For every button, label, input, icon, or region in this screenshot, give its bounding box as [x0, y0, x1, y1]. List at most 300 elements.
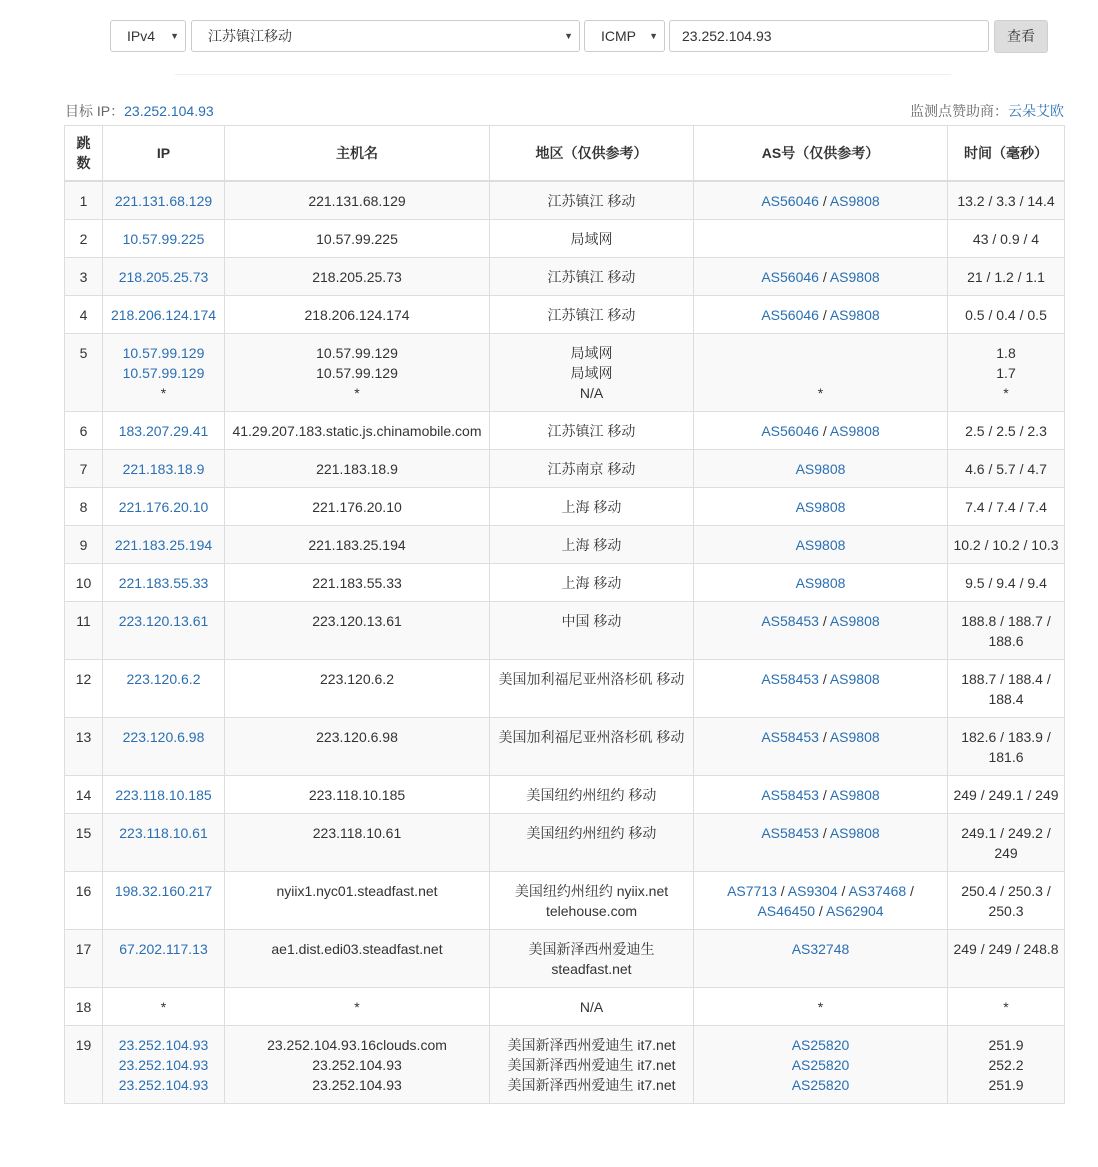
host-text: *: [354, 999, 360, 1015]
asn-link[interactable]: AS7713: [727, 883, 777, 899]
hop-cell: 16: [65, 872, 103, 930]
hop-cell: 7: [65, 450, 103, 488]
asn-link[interactable]: AS56046: [761, 423, 819, 439]
asn-cell: [694, 220, 948, 258]
region-cell: [490, 930, 694, 988]
time-cell: [948, 258, 1065, 296]
col-header-hop: 跳数: [65, 126, 103, 182]
asn-separator: /: [837, 883, 849, 899]
region-text: 美国加利福尼亚州洛杉矶 移动: [498, 729, 685, 745]
asn-cell: [694, 296, 948, 334]
ip-link[interactable]: 221.131.68.129: [114, 193, 213, 209]
query-button[interactable]: 查看: [994, 20, 1048, 53]
asn-link[interactable]: AS25820: [791, 1057, 850, 1073]
host-cell: [225, 872, 490, 930]
hop-cell: 4: [65, 296, 103, 334]
asn-link[interactable]: AS58453: [761, 787, 819, 803]
region-cell: [490, 1026, 694, 1104]
col-header-ip: IP: [103, 126, 225, 182]
time-cell: [948, 412, 1065, 450]
host-text: 221.183.25.194: [308, 537, 406, 553]
asn-link[interactable]: AS9808: [829, 193, 880, 209]
region-text: 上海 移动: [561, 575, 622, 591]
sponsor-info: [910, 101, 1064, 121]
table-row: [65, 1026, 1065, 1104]
hop-cell: 15: [65, 814, 103, 872]
time-cell: [948, 296, 1065, 334]
asn-cell: [694, 450, 948, 488]
host-cell: [225, 564, 490, 602]
host-cell: [225, 526, 490, 564]
time-text: 249 / 249 / 248.8: [953, 941, 1059, 957]
ip-link[interactable]: 183.207.29.41: [118, 423, 209, 439]
asn-link[interactable]: AS9808: [829, 787, 880, 803]
hop-cell: 2: [65, 220, 103, 258]
asn-line: [698, 573, 943, 593]
ip-link[interactable]: 221.183.55.33: [118, 575, 209, 591]
divider: [175, 74, 951, 75]
asn-separator: /: [818, 729, 830, 745]
asn-line: [698, 535, 943, 555]
ip-link[interactable]: 223.120.6.2: [126, 671, 201, 687]
region-cell: [490, 450, 694, 488]
ip-cell: [103, 660, 225, 718]
asn-separator: /: [818, 269, 830, 285]
time-text: 251.9: [988, 1037, 1024, 1053]
asn-line: [698, 881, 943, 921]
traceroute-table: [64, 125, 1065, 1104]
region-cell: [490, 988, 694, 1026]
host-cell: [225, 296, 490, 334]
asn-line: [698, 939, 943, 959]
node-select-value: 江苏镇江移动: [208, 28, 292, 44]
time-cell: [948, 988, 1065, 1026]
host-text: 41.29.207.183.static.js.chinamobile.com: [232, 423, 482, 439]
region-cell: [490, 488, 694, 526]
host-text: 23.252.104.93: [312, 1057, 402, 1073]
hop-cell: 8: [65, 488, 103, 526]
time-cell: [948, 602, 1065, 660]
asn-link[interactable]: AS25820: [791, 1077, 850, 1093]
ip-link[interactable]: 221.183.25.194: [114, 537, 213, 553]
protocol-select[interactable]: [110, 20, 186, 52]
asn-cell: [694, 814, 948, 872]
asn-link[interactable]: AS9808: [829, 825, 880, 841]
ip-link[interactable]: 23.252.104.93: [118, 1057, 209, 1073]
host-cell: [225, 814, 490, 872]
time-cell: [948, 872, 1065, 930]
ip-cell: [103, 258, 225, 296]
region-cell: [490, 334, 694, 412]
asn-cell: [694, 776, 948, 814]
time-cell: [948, 718, 1065, 776]
host-text: 23.252.104.93.16clouds.com: [267, 1037, 447, 1053]
region-cell: [490, 564, 694, 602]
region-text: N/A: [579, 999, 604, 1015]
host-text: *: [354, 385, 360, 401]
asn-line: [698, 497, 943, 517]
asn-line: [698, 997, 943, 1017]
col-header-time: 时间（毫秒）: [948, 126, 1065, 182]
table-row: [65, 872, 1065, 930]
hop-cell: 5: [65, 334, 103, 412]
caret-down-icon: ▼: [170, 31, 179, 41]
target-ip-link[interactable]: 23.252.104.93: [124, 103, 214, 119]
time-text: 9.5 / 9.4 / 9.4: [965, 575, 1047, 591]
region-text: 局域网: [570, 365, 613, 381]
host-text: 10.57.99.225: [316, 231, 398, 247]
asn-link[interactable]: AS9808: [829, 613, 880, 629]
region-cell: [490, 660, 694, 718]
ip-cell: [103, 488, 225, 526]
asn-separator: /: [818, 307, 830, 323]
region-text: 江苏镇江 移动: [547, 193, 636, 209]
region-cell: [490, 776, 694, 814]
asn-line: [698, 669, 943, 689]
region-text: 美国加利福尼亚州洛杉矶 移动: [498, 671, 685, 687]
ip-link[interactable]: 10.57.99.129: [122, 345, 205, 361]
asn-line: [698, 1075, 943, 1095]
ip-cell: [103, 220, 225, 258]
ip-link[interactable]: 23.252.104.93: [118, 1037, 209, 1053]
hop-cell: 11: [65, 602, 103, 660]
ip-link[interactable]: 223.118.10.61: [119, 825, 208, 841]
time-cell: [948, 660, 1065, 718]
region-cell: [490, 258, 694, 296]
asn-separator: /: [818, 787, 830, 803]
sponsor-label: 监测点赞助商：: [910, 103, 1008, 119]
host-cell: [225, 776, 490, 814]
time-cell: [948, 488, 1065, 526]
hop-cell: 6: [65, 412, 103, 450]
node-select[interactable]: [191, 20, 580, 52]
time-text: 2.5 / 2.5 / 2.3: [965, 423, 1047, 439]
asn-line: [698, 611, 943, 631]
asn-link[interactable]: AS9808: [829, 729, 880, 745]
time-text: 249.1 / 249.2 / 249: [961, 825, 1051, 861]
host-text: ae1.dist.edi03.steadfast.net: [271, 941, 443, 957]
asn-link[interactable]: AS37468: [848, 883, 907, 899]
time-text: 10.2 / 10.2 / 10.3: [953, 537, 1059, 553]
region-text: 中国 移动: [561, 613, 622, 629]
asn-separator: /: [818, 193, 830, 209]
ip-link[interactable]: 10.57.99.225: [122, 231, 205, 247]
time-text: 249 / 249.1 / 249: [953, 787, 1059, 803]
asn-cell: [694, 412, 948, 450]
host-cell: [225, 258, 490, 296]
table-row: [65, 181, 1065, 220]
ip-link[interactable]: 198.32.160.217: [114, 883, 213, 899]
asn-link[interactable]: AS46450: [757, 903, 816, 919]
time-cell: [948, 450, 1065, 488]
asn-link[interactable]: AS9808: [829, 307, 880, 323]
time-cell: [948, 776, 1065, 814]
table-header-row: [65, 126, 1065, 182]
time-text: 7.4 / 7.4 / 7.4: [965, 499, 1047, 515]
asn-link[interactable]: AS58453: [761, 671, 819, 687]
ip-link[interactable]: 223.118.10.185: [115, 787, 212, 803]
region-cell: [490, 814, 694, 872]
ip-cell: [103, 412, 225, 450]
asn-line: [698, 305, 943, 325]
host-cell: [225, 450, 490, 488]
host-cell: [225, 412, 490, 450]
asn-link[interactable]: AS9808: [795, 537, 846, 553]
asn-cell: [694, 488, 948, 526]
time-cell: [948, 814, 1065, 872]
asn-line: [698, 823, 943, 843]
host-text: 223.120.6.98: [316, 729, 398, 745]
region-text: 美国纽约州纽约 移动: [526, 825, 657, 841]
ip-link[interactable]: 218.206.124.174: [110, 307, 217, 323]
table-row: [65, 930, 1065, 988]
host-text: 10.57.99.129: [316, 345, 398, 361]
col-header-host: 主机名: [225, 126, 490, 182]
host-text: 223.118.10.61: [312, 825, 402, 841]
table-row: [65, 450, 1065, 488]
ip-cell: [103, 181, 225, 220]
asn-link[interactable]: AS62904: [825, 903, 884, 919]
asn-line: [698, 383, 943, 403]
time-text: 4.6 / 5.7 / 4.7: [965, 461, 1047, 477]
host-text: nyiix1.nyc01.steadfast.net: [276, 883, 438, 899]
region-cell: [490, 296, 694, 334]
ip-cell: [103, 872, 225, 930]
ip-link[interactable]: 23.252.104.93: [118, 1077, 209, 1093]
mode-select-value: ICMP: [601, 28, 636, 44]
asn-line: [698, 785, 943, 805]
host-cell: [225, 602, 490, 660]
hop-cell: 14: [65, 776, 103, 814]
hop-cell: 17: [65, 930, 103, 988]
asn-link[interactable]: AS56046: [761, 307, 819, 323]
time-text: *: [1003, 999, 1009, 1015]
time-text: 188.8 / 188.7 / 188.6: [961, 613, 1051, 649]
asn-link[interactable]: AS58453: [761, 729, 819, 745]
table-row: [65, 220, 1065, 258]
time-text: 0.5 / 0.4 / 0.5: [965, 307, 1047, 323]
asn-cell: [694, 258, 948, 296]
host-cell: [225, 660, 490, 718]
ip-link[interactable]: 10.57.99.129: [122, 365, 205, 381]
col-header-region: 地区（仅供参考）: [490, 126, 694, 182]
hop-cell: 12: [65, 660, 103, 718]
asn-line: [698, 459, 943, 479]
host-text: 221.131.68.129: [308, 193, 406, 209]
host-text: 221.176.20.10: [312, 499, 402, 515]
region-text: 局域网: [570, 345, 613, 361]
host-text: 223.118.10.185: [308, 787, 406, 803]
ip-link[interactable]: 218.205.25.73: [118, 269, 209, 285]
asn-cell: [694, 602, 948, 660]
asn-separator: /: [776, 883, 788, 899]
region-text: 江苏镇江 移动: [547, 269, 636, 285]
asn-link[interactable]: AS9808: [829, 423, 880, 439]
asn-line: [698, 363, 943, 383]
time-text: 13.2 / 3.3 / 14.4: [957, 193, 1055, 209]
asn-line: [698, 1055, 943, 1075]
ip-link[interactable]: 221.176.20.10: [118, 499, 209, 515]
host-cell: [225, 488, 490, 526]
hop-cell: 9: [65, 526, 103, 564]
ip-cell: [103, 718, 225, 776]
time-text: *: [1003, 385, 1009, 401]
ip-cell: [103, 450, 225, 488]
time-cell: [948, 181, 1065, 220]
hop-cell: 10: [65, 564, 103, 602]
region-text: 江苏镇江 移动: [547, 423, 636, 439]
time-cell: [948, 564, 1065, 602]
region-text: 局域网: [570, 231, 613, 247]
hop-cell: 1: [65, 181, 103, 220]
ip-cell: [103, 602, 225, 660]
asn-link[interactable]: AS56046: [761, 269, 819, 285]
table-row: [65, 814, 1065, 872]
asn-link[interactable]: AS9808: [795, 499, 846, 515]
ip-link[interactable]: 67.202.117.13: [119, 941, 208, 957]
region-cell: [490, 526, 694, 564]
table-row: [65, 526, 1065, 564]
region-text: 美国新泽西州爱迪生 it7.net: [507, 1057, 676, 1073]
asn-cell: [694, 564, 948, 602]
asn-separator: /: [815, 903, 826, 919]
host-cell: [225, 220, 490, 258]
table-row: [65, 776, 1065, 814]
ip-link[interactable]: 223.120.13.61: [118, 613, 209, 629]
ip-cell: [103, 334, 225, 412]
ip-cell: [103, 988, 225, 1026]
asn-link[interactable]: AS25820: [791, 1037, 850, 1053]
time-text: 21 / 1.2 / 1.1: [967, 269, 1045, 285]
time-text: 1.7: [996, 365, 1016, 381]
ip-link[interactable]: 223.120.6.98: [122, 729, 205, 745]
asn-cell: [694, 334, 948, 412]
region-cell: [490, 718, 694, 776]
asn-link[interactable]: AS9808: [829, 269, 880, 285]
asn-link[interactable]: AS58453: [761, 613, 819, 629]
host-cell: [225, 988, 490, 1026]
region-cell: [490, 412, 694, 450]
asn-link[interactable]: AS9808: [795, 461, 846, 477]
region-text: 上海 移动: [561, 537, 622, 553]
host-text: 23.252.104.93: [312, 1077, 402, 1093]
asn-link[interactable]: AS9808: [829, 671, 880, 687]
asn-link[interactable]: AS9304: [787, 883, 838, 899]
host-text: 223.120.13.61: [312, 613, 402, 629]
asn-separator: /: [818, 671, 830, 687]
asn-link[interactable]: AS32748: [791, 941, 850, 957]
asn-cell: [694, 660, 948, 718]
host-cell: [225, 718, 490, 776]
time-text: 188.7 / 188.4 / 188.4: [961, 671, 1051, 707]
region-cell: [490, 602, 694, 660]
asn-cell: [694, 872, 948, 930]
host-text: 221.183.55.33: [312, 575, 402, 591]
region-text: 江苏镇江 移动: [547, 307, 636, 323]
asn-link[interactable]: AS58453: [761, 825, 819, 841]
asn-line: [698, 191, 943, 211]
asn-cell: [694, 718, 948, 776]
asn-cell: [694, 181, 948, 220]
time-cell: [948, 220, 1065, 258]
asn-link[interactable]: AS9808: [795, 575, 846, 591]
ip-text: *: [160, 999, 167, 1015]
host-cell: [225, 181, 490, 220]
asn-separator: /: [818, 423, 830, 439]
caret-down-icon: ▼: [564, 31, 573, 41]
table-row: [65, 988, 1065, 1026]
time-cell: [948, 334, 1065, 412]
asn-separator: /: [818, 825, 830, 841]
table-row: [65, 334, 1065, 412]
region-text: 美国新泽西州爱迪生 it7.net: [507, 1077, 676, 1093]
region-text: 美国纽约州纽约 nyiix.net telehouse.com: [514, 883, 669, 919]
asn-separator: /: [906, 883, 914, 899]
ip-cell: [103, 526, 225, 564]
host-text: 221.183.18.9: [316, 461, 398, 477]
asn-cell: [694, 1026, 948, 1104]
region-text: 美国纽约州纽约 移动: [526, 787, 657, 803]
region-text: N/A: [579, 385, 604, 401]
region-text: 美国新泽西州爱迪生 steadfast.net: [528, 941, 655, 977]
host-cell: [225, 930, 490, 988]
ip-cell: [103, 564, 225, 602]
host-cell: [225, 1026, 490, 1104]
ip-cell: [103, 296, 225, 334]
asn-text: *: [817, 385, 824, 401]
caret-down-icon: ▼: [649, 31, 658, 41]
host-text: 223.120.6.2: [320, 671, 394, 687]
target-input[interactable]: [669, 20, 989, 52]
table-row: [65, 296, 1065, 334]
ip-cell: [103, 930, 225, 988]
table-row: [65, 412, 1065, 450]
table-row: [65, 718, 1065, 776]
region-text: 江苏南京 移动: [547, 461, 636, 477]
time-text: 1.8: [996, 345, 1016, 361]
asn-text: *: [817, 999, 824, 1015]
hop-cell: 18: [65, 988, 103, 1026]
host-cell: [225, 334, 490, 412]
host-text: 10.57.99.129: [316, 365, 398, 381]
asn-link[interactable]: AS56046: [761, 193, 819, 209]
asn-separator: /: [818, 613, 830, 629]
target-label: 目标 IP：: [65, 103, 125, 119]
table-row: [65, 258, 1065, 296]
time-cell: [948, 930, 1065, 988]
region-cell: [490, 181, 694, 220]
col-header-asn: AS号（仅供参考）: [694, 126, 948, 182]
mode-select[interactable]: [584, 20, 665, 52]
ip-cell: [103, 1026, 225, 1104]
ip-link[interactable]: 221.183.18.9: [122, 461, 205, 477]
protocol-select-value: IPv4: [127, 28, 156, 44]
ip-cell: [103, 776, 225, 814]
host-text: 218.205.25.73: [312, 269, 402, 285]
time-text: 251.9: [988, 1077, 1024, 1093]
region-cell: [490, 220, 694, 258]
target-info: [65, 101, 214, 121]
asn-line: [698, 267, 943, 287]
asn-cell: [694, 930, 948, 988]
asn-line: [698, 727, 943, 747]
table-row: [65, 602, 1065, 660]
ip-cell: [103, 814, 225, 872]
asn-line: [698, 421, 943, 441]
region-text: 上海 移动: [561, 499, 622, 515]
time-text: 250.4 / 250.3 / 250.3: [961, 883, 1051, 919]
sponsor-link[interactable]: 云朵艾欧: [1008, 103, 1064, 119]
